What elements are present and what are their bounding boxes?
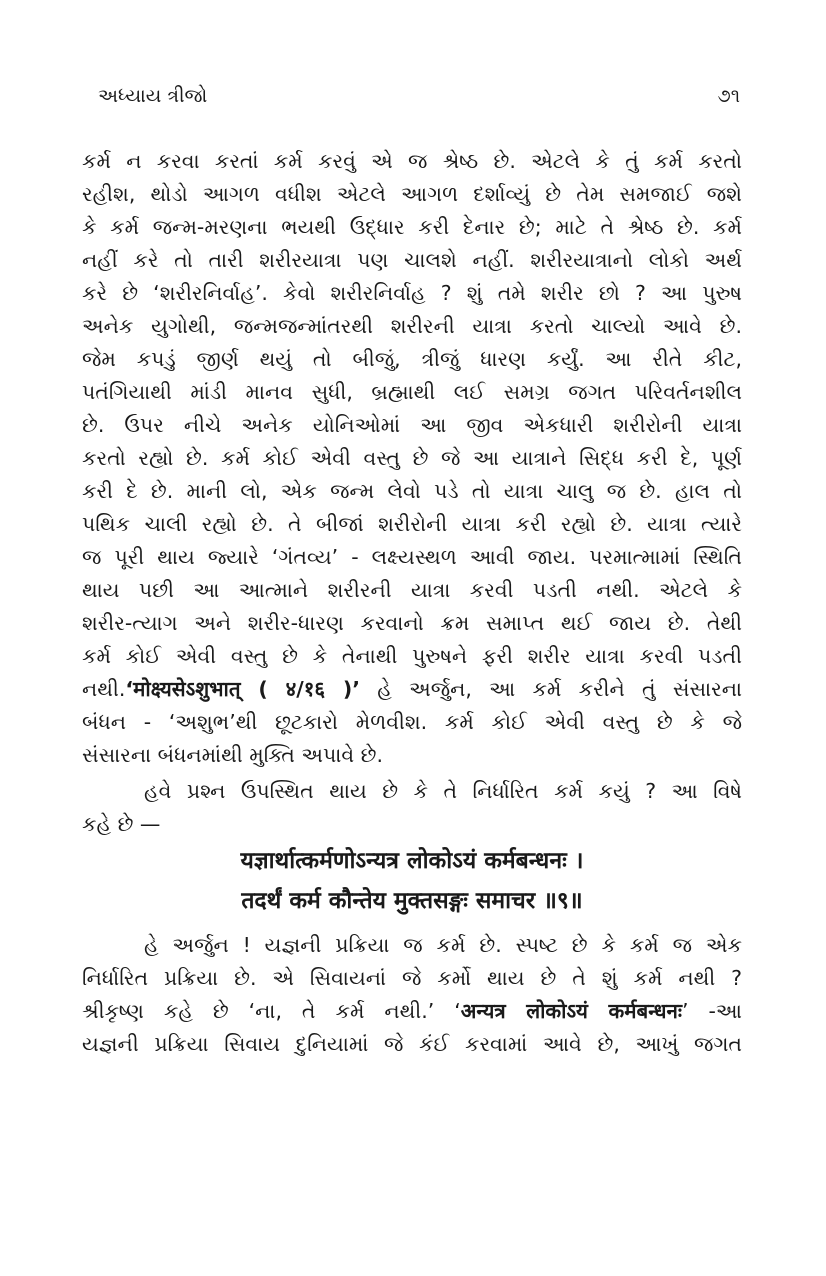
text-segment: ’ -આ xyxy=(682,999,742,1023)
text-line-with-quote xyxy=(82,995,742,1028)
paragraph-3 xyxy=(82,929,742,1061)
page-number: ૭૧ xyxy=(717,85,740,107)
text-line: કર્મ ન કરવા કરતાં કર્મ કરવું એ જ શ્રેષ્ઠ છે. એટલે કે તું કર્મ કરતો xyxy=(82,149,742,173)
paragraph-2 xyxy=(82,775,742,841)
text-line: નહીં કરે તો તારી શરીરયાત્રા પણ ચાલશે નહીં. શરીરયાત્રાનો લોકો અર્થ xyxy=(82,248,742,272)
text-line: છે. ઉપર નીચે અનેક યોનિઓમાં આ જીવ એકધારી શરીરોની યાત્રા xyxy=(82,413,742,437)
text-segment: શ્રીકૃષ્ણ કહે છે ‘ના, તે કર્મ નથી.’ ‘ xyxy=(82,999,461,1023)
text-line: કે કર્મ જન્મ-મરણના ભયથી ઉદ્ધાર કરી દેનાર છે; માટે તે શ્રેષ્ઠ છે. કર્મ xyxy=(82,215,742,239)
text-line: જેમ કપડું જીર્ણ થયું તો બીજું, ત્રીજું ધારણ કર્યું. આ રીતે કીટ, xyxy=(82,347,742,371)
text-line: હવે પ્રશ્ન ઉપસ્થિત થાય છે કે તે નિર્ધારિત કર્મ કયું ? આ વિષે xyxy=(144,779,742,803)
page-body xyxy=(82,145,742,1061)
text-line: પતંગિયાથી માંડી માનવ સુધી, બ્રહ્માથી લઈ સમગ્ર જગત પરિવર્તનશીલ xyxy=(82,380,742,404)
text-line: પથિક ચાલી રહ્યો છે. તે બીજાં શરીરોની યાત્રા કરી રહ્યો છે. યાત્રા ત્યારે xyxy=(82,512,742,536)
text-line-with-quote xyxy=(82,673,742,706)
verse-line: तदर्थं कर्म कौन्तेय मुक्तसङ्गः समाचर ॥९॥ xyxy=(241,888,583,914)
text-line: સંસારના બંધનમાંથી મુક્તિ અપાવે છે. xyxy=(82,743,384,767)
text-line: કરી દે છે. માની લો, એક જન્મ લેવો પડે તો યાત્રા ચાલુ જ છે. હાલ તો xyxy=(82,479,742,503)
text-line: રહીશ, થોડો આગળ વધીશ એટલે આગળ દર્શાવ્યું છે તેમ સમજાઈ જશે xyxy=(82,182,742,206)
chapter-title: અધ્યાય ત્રીજો xyxy=(98,85,208,107)
text-line: જ પૂરી થાય જ્યારે ‘ગંતવ્ય’ - લક્ષ્યસ્થળ આવી જાય. પરમાત્મામાં સ્થિતિ xyxy=(82,545,742,569)
running-header xyxy=(98,80,740,112)
text-line: કરે છે ‘શરીરનિર્વાહ’. કેવો શરીરનિર્વાહ ? શું તમે શરીર છો ? આ પુરુષ xyxy=(82,281,742,305)
shloka-verse xyxy=(82,841,742,921)
sanskrit-quote: ‘मोक्ष्यसेऽशुभात् ( ४/१६ )’ xyxy=(125,677,361,701)
text-line: અનેક યુગોથી, જન્મજન્માંતરથી શરીરની યાત્રા કરતો ચાલ્યો આવે છે. xyxy=(82,314,742,338)
text-line: હે અર્જુન ! યજ્ઞની પ્રક્રિયા જ કર્મ છે. સ્પષ્ટ છે કે કર્મ જ એક xyxy=(144,933,742,957)
text-line: યજ્ઞની પ્રક્રિયા સિવાય દુનિયામાં જે કંઈ કરવામાં આવે છે, આખું જગત xyxy=(82,1032,742,1056)
text-line: કહે છે — xyxy=(82,812,161,836)
sanskrit-quote: अन्यत्र लोकोऽयं कर्मबन्धनः xyxy=(460,999,683,1023)
text-segment: નથી. xyxy=(82,677,126,701)
text-line: કરતો રહ્યો છે. કર્મ કોઈ એવી વસ્તુ છે જે આ યાત્રાને સિદ્ધ કરી દે, પૂર્ણ xyxy=(82,446,742,470)
text-line: થાય પછી આ આત્માને શરીરની યાત્રા કરવી પડતી નથી. એટલે કે xyxy=(82,578,742,602)
text-line: બંધન - ‘અશુભ’થી છૂટકારો મેળવીશ. કર્મ કોઈ એવી વસ્તુ છે કે જે xyxy=(82,710,742,734)
text-segment: હે અર્જુન, આ કર્મ કરીને તું સંસારના xyxy=(360,677,742,701)
verse-line: यज्ञार्थात्कर्मणोऽन्यत्र लोकोऽयं कर्मबन्धनः । xyxy=(240,848,584,874)
text-line: નિર્ધારિત પ્રક્રિયા છે. એ સિવાયનાં જે કર્મો થાય છે તે શું કર્મ નથી ? xyxy=(82,966,742,990)
text-line: કર્મ કોઈ એવી વસ્તુ છે કે તેનાથી પુરુષને ફરી શરીર યાત્રા કરવી પડતી xyxy=(82,644,742,668)
paragraph-1 xyxy=(82,145,742,772)
text-line: શરીર-ત્યાગ અને શરીર-ધારણ કરવાનો ક્રમ સમાપ્ત થઈ જાય છે. તેથી xyxy=(82,611,742,635)
